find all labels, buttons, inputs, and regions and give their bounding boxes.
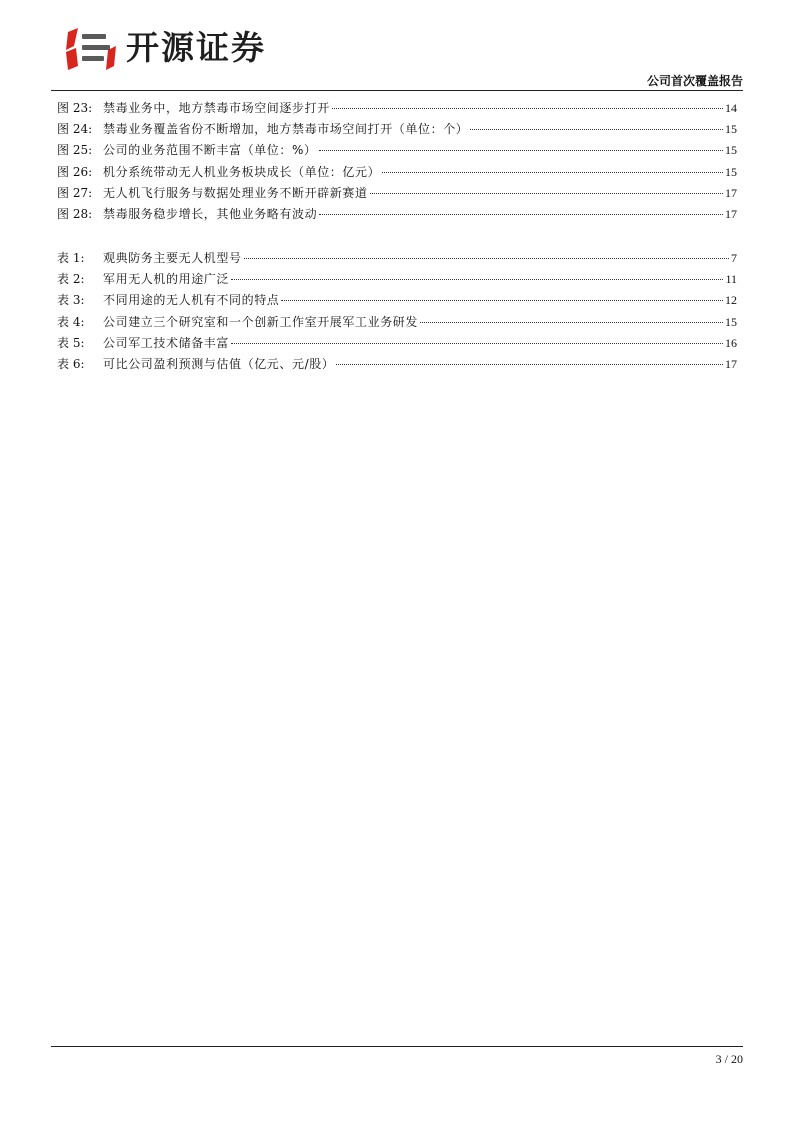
toc-leader-dots — [332, 108, 723, 109]
brand-name: 开源证券 — [126, 28, 266, 67]
toc-entry-title: 观典防务主要无人机型号 — [103, 251, 242, 265]
toc-leader-dots — [281, 300, 723, 301]
toc-entry-title: 可比公司盈利预测与估值（亿元、元/股） — [103, 356, 335, 371]
toc-leader-dots — [244, 258, 729, 259]
toc-leader-dots — [319, 150, 723, 151]
toc-entry-figure-28[interactable] — [57, 205, 737, 226]
toc-entry-figure-23[interactable] — [57, 99, 737, 120]
toc-entry-title: 机分系统带动无人机业务板块成长（单位：亿元） — [103, 164, 381, 179]
toc-leader-dots — [382, 172, 723, 173]
toc-entry-table-3[interactable] — [57, 291, 737, 312]
toc-entry-number: 表 6: — [57, 356, 85, 371]
toc-leader-dots — [231, 279, 723, 280]
toc-entry-page: 15 — [725, 122, 737, 137]
toc-entry-number: 图 23: — [57, 101, 93, 115]
page-number: 3 / 20 — [715, 1052, 743, 1066]
toc-entry-title: 公司建立三个研究室和一个创新工作室开展军工业务研发 — [103, 314, 419, 329]
logo-mark-icon — [64, 26, 116, 70]
toc-entry-number: 表 3: — [57, 293, 85, 308]
brand-logo — [64, 24, 266, 72]
toc-leader-dots — [319, 214, 723, 215]
toc-entry-table-6[interactable] — [57, 355, 737, 376]
toc-entry-number: 表 4: — [57, 314, 85, 329]
toc-entry-page: 12 — [725, 293, 737, 308]
figure-list — [57, 99, 737, 226]
toc-entry-number: 表 1: — [57, 251, 85, 265]
toc-entry-page: 17 — [725, 356, 737, 371]
toc-entry-title: 公司军工技术储备丰富 — [103, 335, 230, 350]
toc-entry-title: 禁毒业务中，地方禁毒市场空间逐步打开 — [103, 101, 330, 115]
toc-entry-table-2[interactable] — [57, 270, 737, 291]
toc-entry-number: 图 28: — [57, 206, 93, 221]
toc-leader-dots — [370, 193, 723, 194]
toc-entry-page: 16 — [725, 335, 737, 350]
toc-entry-page: 11 — [725, 272, 737, 287]
toc-entry-number: 图 26: — [57, 164, 93, 179]
footer-divider — [51, 1046, 743, 1047]
toc-entry-page: 17 — [725, 185, 737, 200]
toc-entry-title: 禁毒业务覆盖省份不断增加，地方禁毒市场空间打开（单位：个） — [103, 122, 469, 137]
toc-entry-figure-27[interactable] — [57, 184, 737, 205]
toc-entry-number: 图 25: — [57, 143, 93, 158]
toc-entry-number: 图 24: — [57, 122, 93, 137]
toc-entry-figure-25[interactable] — [57, 141, 737, 162]
toc-entry-number: 表 5: — [57, 335, 85, 350]
toc-leader-dots — [336, 364, 723, 365]
toc-entry-figure-24[interactable] — [57, 120, 737, 141]
toc-leader-dots — [420, 322, 723, 323]
toc-entry-number: 表 2: — [57, 272, 85, 287]
toc-leader-dots — [231, 343, 723, 344]
toc-leader-dots — [470, 129, 723, 130]
toc-entry-table-1[interactable] — [57, 249, 737, 270]
toc-entry-figure-26[interactable] — [57, 163, 737, 184]
toc-entry-title: 公司的业务范围不断丰富（单位：%） — [103, 143, 317, 158]
toc-entry-page: 17 — [725, 206, 737, 221]
toc-entry-table-5[interactable] — [57, 334, 737, 355]
toc-entry-page: 15 — [725, 164, 737, 179]
toc-entry-number: 图 27: — [57, 185, 93, 200]
toc-entry-page: 15 — [725, 314, 737, 329]
report-type-label: 公司首次覆盖报告 — [646, 74, 743, 88]
toc-entry-page: 14 — [725, 101, 737, 115]
toc-entry-page: 7 — [731, 251, 737, 265]
table-list — [57, 249, 737, 376]
toc-entry-title: 军用无人机的用途广泛 — [103, 272, 230, 287]
page-header — [0, 0, 793, 92]
toc-entry-title: 不同用途的无人机有不同的特点 — [103, 293, 280, 308]
header-divider — [51, 90, 743, 91]
toc-entry-title: 无人机飞行服务与数据处理业务不断开辟新赛道 — [103, 185, 368, 200]
toc-entry-table-4[interactable] — [57, 313, 737, 334]
toc-entry-title: 禁毒服务稳步增长，其他业务略有波动 — [103, 206, 318, 221]
toc-entry-page: 15 — [725, 143, 737, 158]
